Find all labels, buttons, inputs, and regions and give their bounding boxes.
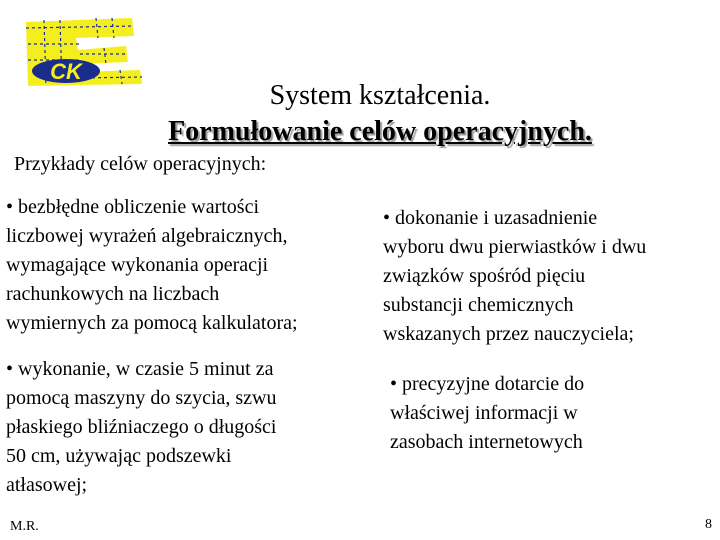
title-line-2: Formułowanie celów operacyjnych. bbox=[168, 116, 592, 147]
footer-author: M.R. bbox=[10, 519, 39, 534]
example-2: • dokonanie i uzasadnienie wyboru dwu pierwiastków i dwu związków spośród pięciu substancji chemicznych wskazanych przez nauczyciela; bbox=[383, 207, 647, 345]
intro-text: Przykłady celów operacyjnych: bbox=[14, 153, 267, 175]
example-3: • wykonanie, w czasie 5 minut za pomocą maszyny do szycia, szwu płaskiego bliźniaczego o długości 50 cm, używając podszewki atłasowej; bbox=[6, 358, 277, 496]
page-number: 8 bbox=[705, 517, 712, 532]
logo-text: CK bbox=[50, 59, 82, 84]
example-1: • bezbłędne obliczenie wartości liczbowej wyrażeń algebraicznych, wymagające wykonania operacji rachunkowych na liczbach wymiernych za pomocą kalkulatora; bbox=[6, 196, 298, 334]
example-4: • precyzyjne dotarcie do właściwej informacji w zasobach internetowych bbox=[390, 373, 585, 453]
ck-logo bbox=[20, 14, 148, 86]
title-line-1: System kształcenia. bbox=[269, 80, 491, 111]
